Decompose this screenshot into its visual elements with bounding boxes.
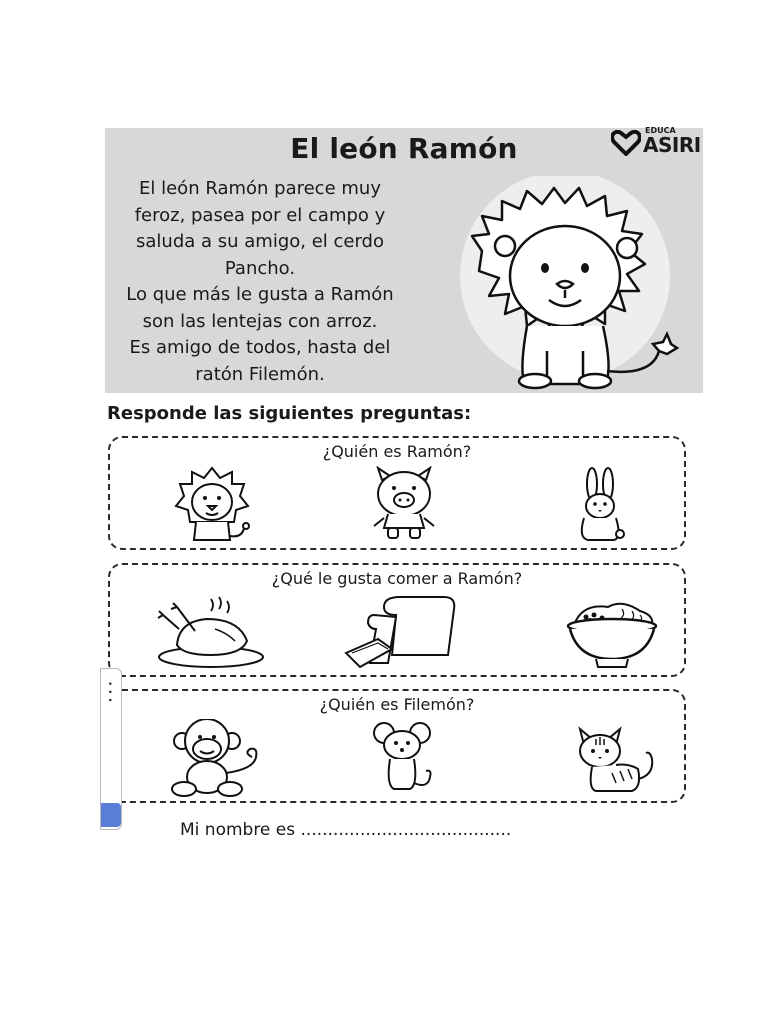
question-text: ¿Quién es Filemón? [319,695,475,714]
logo-small-text: EDUCA [645,126,676,135]
story-line: ratón Filemón. [195,363,325,385]
side-tab-marks: • • • [104,681,114,703]
mouse-icon [354,719,454,797]
roast-chicken-icon [155,593,267,671]
side-tab[interactable] [100,668,122,830]
story-line: feroz, pasea por el campo y [134,204,386,226]
story-line: Lo que más le gusta a Ramón [126,284,394,305]
question-text: ¿Qué le gusta comer a Ramón? [271,569,523,588]
logo [609,128,701,156]
question-box-3 [108,689,686,803]
answer-option-rabbit[interactable] [550,466,650,544]
story-line: saluda a su amigo, el cerdo [136,231,384,252]
answer-option-rice[interactable] [562,593,662,671]
rabbit-icon [550,466,650,544]
story-text [105,176,415,388]
answer-option-lion[interactable] [162,466,262,544]
instruction-text: Responde las siguientes preguntas: [107,403,472,424]
answer-option-chicken[interactable] [155,593,267,671]
question-box-1 [108,436,686,550]
story-line: Pancho. [224,257,296,279]
heart-icon [611,130,641,156]
question-text: ¿Quién es Ramón? [322,442,472,461]
answer-option-monkey[interactable] [162,719,272,797]
question-box-2 [108,563,686,677]
answer-option-mouse[interactable] [354,719,454,797]
side-tab-blue-button[interactable] [101,803,121,827]
lion-illustration-icon [427,176,697,391]
worksheet-title: El león Ramón [290,132,518,165]
answer-option-pig[interactable] [354,466,454,544]
story-line: El león Ramón parece muy [139,178,381,199]
pig-icon [354,466,454,544]
logo-text: ASIRI [643,133,701,157]
monkey-icon [162,719,272,797]
story-line: son las lentejas con arroz. [142,310,378,332]
rice-bowl-icon [562,593,662,671]
cat-icon [562,719,662,797]
bread-icon [344,593,456,671]
lion-icon [162,466,262,544]
name-prompt: Mi nombre es ....................................... [180,820,512,840]
answer-option-cat[interactable] [562,719,662,797]
worksheet-page [105,128,703,848]
answer-option-bread[interactable] [344,593,456,671]
story-line: Es amigo de todos, hasta del [129,337,391,358]
